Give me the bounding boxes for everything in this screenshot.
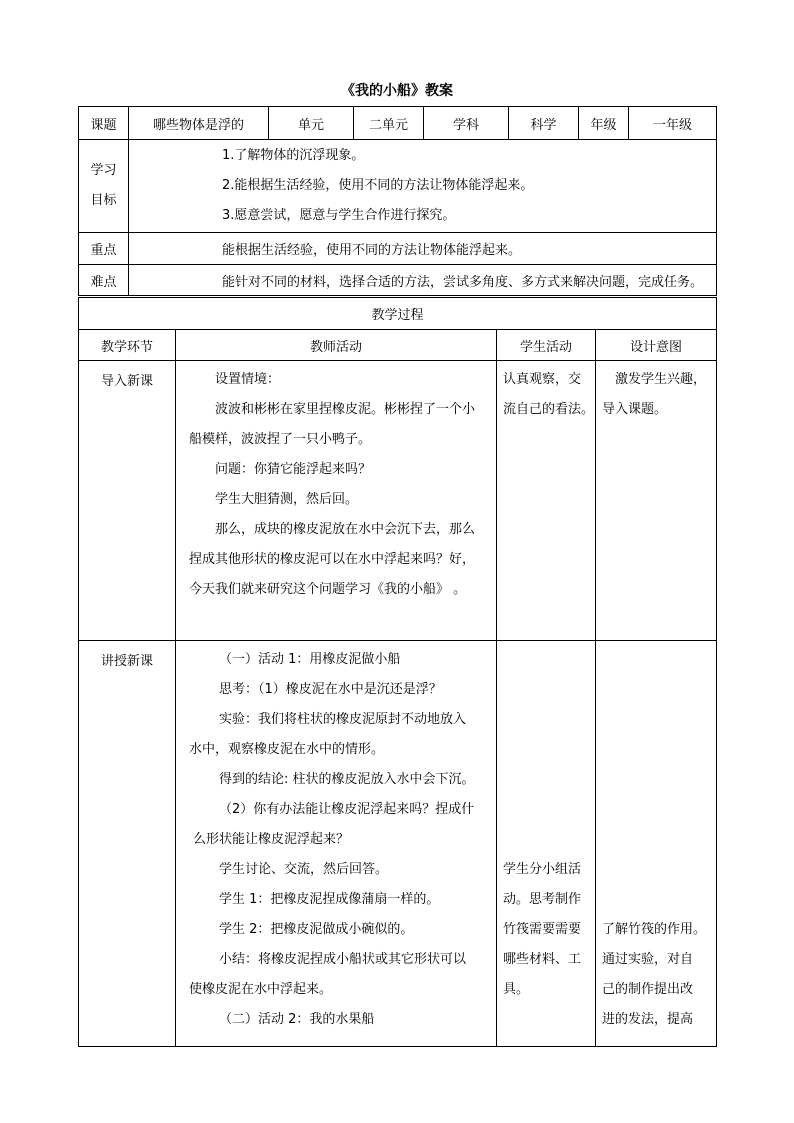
key-point-value: 能根据生活经验，使用不同的方法让物体能浮起来。 (129, 233, 717, 265)
intro-student-activity (497, 361, 596, 641)
intro-design-intent (596, 361, 717, 641)
text-line: 了解竹筏的作用。 (602, 922, 707, 937)
doc-title: 《我的小船》教案 (341, 83, 453, 99)
goals-label (79, 140, 129, 233)
text-line: 学生分小组活 (503, 862, 582, 877)
goal-item: 1.了解物体的沉浮现象。 (222, 148, 365, 163)
text-line: 哪些材料、工 (503, 952, 582, 967)
process-header-row (79, 330, 717, 361)
text-line: 具。 (503, 982, 530, 997)
text-line: 学生 2：把橡皮泥做成小碗似的。 (219, 922, 414, 937)
goals-row (79, 140, 717, 233)
difficulty-label: 难点 (79, 265, 129, 296)
text-line: （二）活动 2：我的水果船 (219, 1012, 375, 1027)
intro-row (79, 361, 717, 641)
text-line: 学生讨论、交流，然后回答。 (219, 862, 389, 877)
goal-item: 3.愿意尝试，愿意与学生合作进行探究。 (222, 208, 456, 223)
goal-item: 2.能根据生活经验，使用不同的方法让物体能浮起来。 (222, 178, 534, 193)
new-lesson-student-activity (497, 641, 596, 1047)
col-header-teacher: 教师活动 (176, 330, 497, 361)
text-line: 那么，成块的橡皮泥放在水中会沉下去，那么 (215, 522, 476, 537)
new-lesson-stage: 讲授新课 (79, 641, 176, 1047)
topic-label: 课题 (79, 107, 129, 140)
text-line: 水中，观察橡皮泥在水中的情形。 (189, 742, 385, 757)
text-line: 小结：将橡皮泥捏成小船状或其它形状可以 (219, 952, 467, 967)
text-line: 船模样，波波捏了一只小鸭子。 (189, 432, 372, 447)
text-line: 今天我们就来研究这个问题学习《我的小船》 。 (189, 582, 467, 597)
key-point-row (79, 233, 717, 265)
new-lesson-row (79, 641, 717, 1047)
text-line: （2）你有办法能让橡皮泥浮起来吗？捏成什 (219, 802, 475, 817)
goals-label-line2: 目标 (90, 193, 117, 208)
subject-value: 科学 (509, 107, 579, 140)
process-title-row (79, 298, 717, 330)
key-point-label: 重点 (79, 233, 129, 265)
topic-value: 哪些物体是浮的 (129, 107, 269, 140)
new-lesson-design-intent (596, 641, 717, 1047)
unit-value: 二单元 (354, 107, 424, 140)
intro-stage: 导入新课 (79, 361, 176, 641)
unit-label: 单元 (269, 107, 354, 140)
text-line: 学生大胆猜测，然后回。 (215, 492, 359, 507)
text-line: 捏成其他形状的橡皮泥可以在水中浮起来吗？好， (189, 552, 476, 567)
intro-teacher-activity (176, 361, 497, 641)
grade-label: 年级 (579, 107, 629, 140)
text-line: 激发学生兴趣， (615, 372, 707, 387)
text-line: 通过实验，对自 (602, 952, 694, 967)
difficulty-row (79, 265, 717, 296)
new-lesson-teacher-activity (176, 641, 497, 1047)
topic-row (79, 107, 717, 140)
text-line: 动。思考制作 (503, 892, 582, 907)
goals-list (129, 140, 717, 233)
text-line: 导入课题。 (602, 402, 668, 417)
text-line: 竹筏需要需要 (503, 922, 582, 937)
text-line: 设置情境： (215, 372, 281, 387)
text-line: 思考：（1）橡皮泥在水中是沉还是浮？ (219, 682, 442, 697)
text-line: 己的制作提出改 (602, 982, 694, 997)
text-line: 问题：你猜它能浮起来吗？ (215, 462, 372, 477)
teaching-process-table (78, 297, 717, 1047)
text-line: 学生 1：把橡皮泥捏成像蒲扇一样的。 (219, 892, 440, 907)
text-line: （一）活动 1：用橡皮泥做小船 (219, 652, 401, 667)
grade-value: 一年级 (629, 107, 717, 140)
col-header-student: 学生活动 (497, 330, 596, 361)
text-line: 认真观察，交 (503, 372, 582, 387)
text-line: 得到的结论: 柱状的橡皮泥放入水中会下沉。 (219, 772, 475, 787)
text-line: 实验：我们将柱状的橡皮泥原封不动地放入 (219, 712, 467, 727)
text-line: 进的发法，提高 (602, 1012, 694, 1027)
text-line: 么形状能让橡皮泥浮起来？ (193, 832, 350, 847)
text-line: 使橡皮泥在水中浮起来。 (189, 982, 333, 997)
col-header-stage: 教学环节 (79, 330, 176, 361)
process-title: 教学过程 (79, 298, 717, 330)
text-line: 波波和彬彬在家里捏橡皮泥。彬彬捏了一个小 (215, 402, 476, 417)
subject-label: 学科 (424, 107, 509, 140)
goals-label-line1: 学习 (90, 163, 117, 178)
text-line: 流自己的看法。 (503, 402, 595, 417)
lesson-info-table (78, 106, 717, 296)
difficulty-value: 能针对不同的材料，选择合适的方法，尝试多角度、多方式来解决问题，完成任务。 (129, 265, 717, 296)
col-header-intent: 设计意图 (596, 330, 717, 361)
